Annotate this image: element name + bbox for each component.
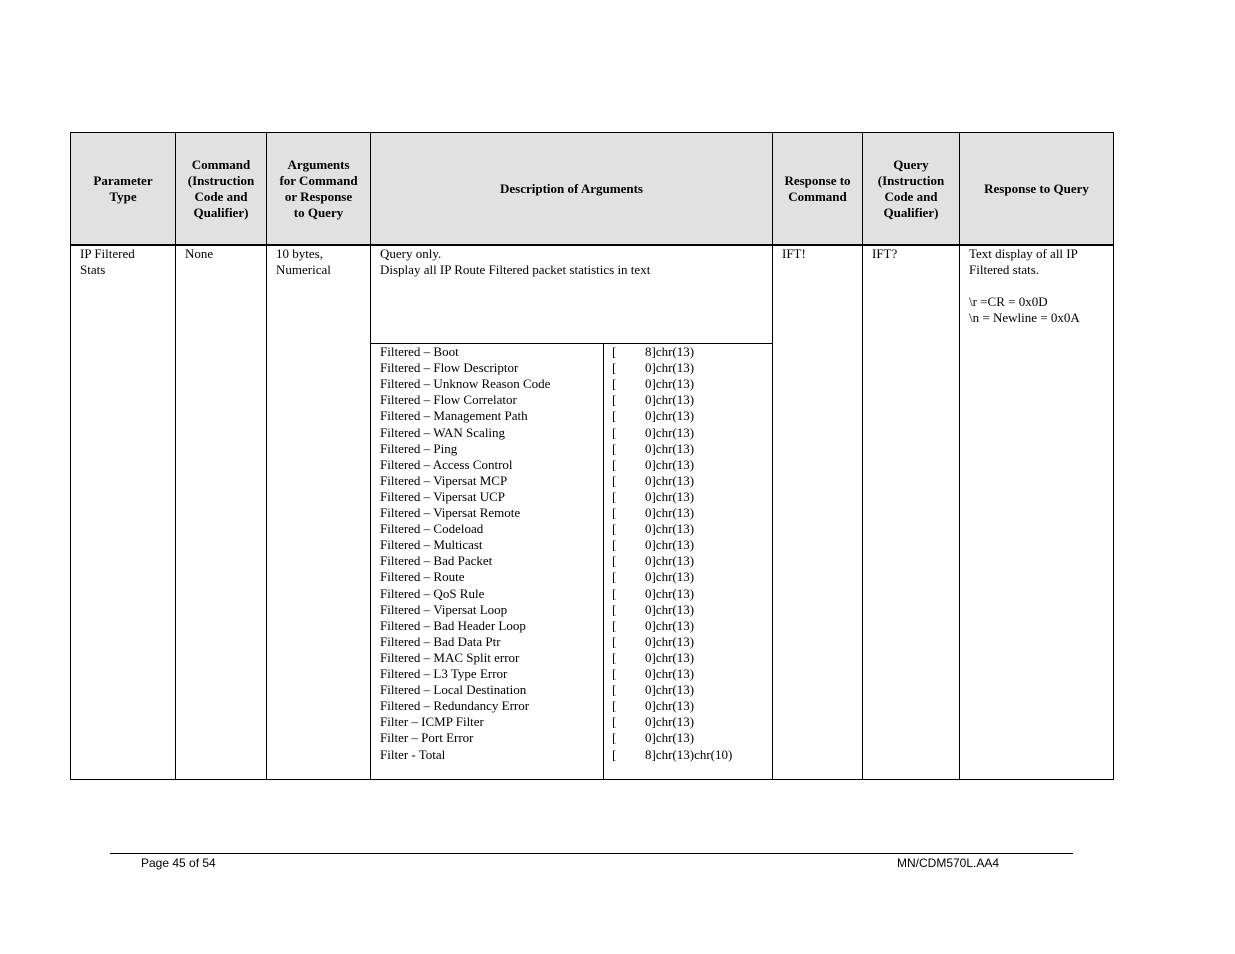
stat-label: Filtered – Flow Descriptor	[380, 360, 519, 376]
col-divider	[603, 343, 604, 780]
stat-label: Filtered – Bad Packet	[380, 553, 493, 569]
header-response-to-command	[773, 133, 862, 244]
stat-label: Filtered – Vipersat Loop	[380, 601, 508, 617]
header-label: Parameter Type	[93, 172, 153, 204]
stat-value: 0]chr(13)	[645, 472, 695, 488]
stat-label: Filtered – Bad Data Ptr	[380, 633, 501, 649]
stat-bracket: [	[612, 521, 617, 537]
stat-bracket: [	[612, 344, 617, 359]
stat-value: 0]chr(13)	[645, 392, 695, 408]
col-divider	[862, 132, 863, 780]
col-divider	[370, 132, 371, 780]
stat-bracket: [	[612, 714, 617, 730]
stat-label: Filtered – QoS Rule	[380, 585, 485, 601]
document-id: MN/CDM570L.AA4	[897, 856, 1000, 870]
cell-response-to-query: Text display of all IP Filtered stats. \r =CR = 0x0D \n = Newline = 0x0A	[969, 246, 1080, 325]
stat-value: 0]chr(13)	[645, 730, 695, 746]
footer-rule	[110, 853, 1073, 854]
stat-value: 0]chr(13)	[645, 601, 695, 617]
stat-bracket: [	[612, 376, 617, 392]
stat-value: 0]chr(13)	[645, 553, 695, 569]
stat-value: 8]chr(13)chr(10)	[645, 746, 733, 762]
stat-bracket: [	[612, 617, 617, 633]
stat-value: 0]chr(13)	[645, 617, 695, 633]
stat-bracket: [	[612, 505, 617, 520]
cell-parameter-type: IP Filtered Stats	[80, 246, 135, 277]
header-query	[863, 133, 959, 244]
stat-label: Filtered – Ping	[380, 440, 458, 456]
stat-label: Filtered – Vipersat UCP	[380, 488, 505, 504]
cell-query: IFT?	[872, 246, 898, 261]
col-divider	[1113, 132, 1114, 780]
stat-label: Filter – Port Error	[380, 730, 474, 746]
header-response-to-query	[960, 133, 1113, 244]
stat-bracket: [	[612, 392, 617, 408]
stat-value: 0]chr(13)	[645, 682, 695, 698]
col-divider	[175, 132, 176, 780]
stat-bracket: [	[612, 488, 617, 504]
stat-bracket: [	[612, 440, 617, 456]
stat-bracket: [	[612, 682, 617, 698]
stat-label: Filter – ICMP Filter	[380, 714, 484, 730]
header-label: Arguments for Command or Response to Query	[279, 156, 358, 220]
cell-arguments: 10 bytes, Numerical	[276, 246, 331, 277]
stat-label: Filtered – Local Destination	[380, 682, 527, 698]
table-top-border	[70, 132, 1114, 133]
header-label: Description of Arguments	[500, 180, 643, 196]
cell-command: None	[185, 246, 214, 261]
stat-bracket: [	[612, 569, 617, 585]
stat-value: 0]chr(13)	[645, 376, 695, 392]
stat-bracket: [	[612, 698, 617, 714]
cell-response-to-command: IFT!	[782, 246, 806, 261]
cell-description: Query only. Display all IP Route Filtered packet statistics in text	[380, 246, 651, 277]
header-label: Query (Instruction Code and Qualifier)	[877, 156, 945, 220]
header-label: Command (Instruction Code and Qualifier)	[187, 156, 255, 220]
stat-bracket: [	[612, 360, 617, 376]
stat-bracket: [	[612, 537, 617, 553]
stat-bracket: [	[612, 424, 617, 440]
stat-bracket: [	[612, 456, 617, 472]
col-divider	[70, 132, 71, 780]
col-divider	[266, 132, 267, 780]
stat-value: 0]chr(13)	[645, 440, 695, 456]
stat-value: 0]chr(13)	[645, 424, 695, 440]
header-label: Response to Query	[984, 180, 1089, 196]
stat-bracket: [	[612, 601, 617, 617]
stat-label: Filtered – Redundancy Error	[380, 698, 530, 714]
stat-value: 0]chr(13)	[645, 633, 695, 649]
stat-value: 0]chr(13)	[645, 505, 695, 520]
stat-value: 0]chr(13)	[645, 698, 695, 714]
stat-label: Filtered – Vipersat MCP	[380, 472, 508, 488]
stat-label: Filtered – Unknow Reason Code	[380, 376, 551, 392]
stat-value: 0]chr(13)	[645, 360, 695, 376]
stat-bracket: [	[612, 730, 617, 746]
stat-bracket: [	[612, 746, 617, 762]
stat-label: Filtered – Route	[380, 569, 465, 585]
stat-value: 0]chr(13)	[645, 585, 695, 601]
stat-value: 0]chr(13)	[645, 521, 695, 537]
stat-label: Filtered – Access Control	[380, 456, 513, 472]
stat-label: Filter - Total	[380, 746, 446, 762]
stat-value: 0]chr(13)	[645, 456, 695, 472]
stat-value: 0]chr(13)	[645, 408, 695, 424]
stat-value: 0]chr(13)	[645, 649, 695, 665]
header-parameter-type	[71, 133, 175, 244]
header-arguments	[267, 133, 370, 244]
stat-bracket: [	[612, 666, 617, 681]
stat-label: Filtered – L3 Type Error	[380, 666, 508, 681]
stat-value: 0]chr(13)	[645, 666, 695, 681]
col-divider	[772, 132, 773, 780]
col-divider	[959, 132, 960, 780]
stat-value: 0]chr(13)	[645, 537, 695, 553]
page-number: Page 45 of 54	[141, 856, 216, 870]
stat-label: Filtered – Bad Header Loop	[380, 617, 526, 633]
stat-value: 8]chr(13)	[645, 344, 695, 359]
stat-label: Filtered – Vipersat Remote	[380, 505, 521, 520]
stat-value: 0]chr(13)	[645, 488, 695, 504]
stat-label: Filtered – Flow Correlator	[380, 392, 517, 408]
stat-bracket: [	[612, 585, 617, 601]
table-bottom-border	[70, 779, 1114, 780]
header-description	[371, 133, 772, 244]
stat-bracket: [	[612, 408, 617, 424]
stat-value: 0]chr(13)	[645, 714, 695, 730]
header-command	[176, 133, 266, 244]
stat-bracket: [	[612, 472, 617, 488]
stat-value: 0]chr(13)	[645, 569, 695, 585]
stat-label: Filtered – Boot	[380, 344, 459, 359]
stat-bracket: [	[612, 553, 617, 569]
stat-label: Filtered – WAN Scaling	[380, 424, 506, 440]
stat-label: Filtered – Codeload	[380, 521, 484, 537]
stat-bracket: [	[612, 649, 617, 665]
stat-bracket: [	[612, 633, 617, 649]
header-label: Response to Command	[784, 172, 851, 204]
stat-label: Filtered – Management Path	[380, 408, 528, 424]
stat-label: Filtered – MAC Split error	[380, 649, 520, 665]
stat-label: Filtered – Multicast	[380, 537, 483, 553]
